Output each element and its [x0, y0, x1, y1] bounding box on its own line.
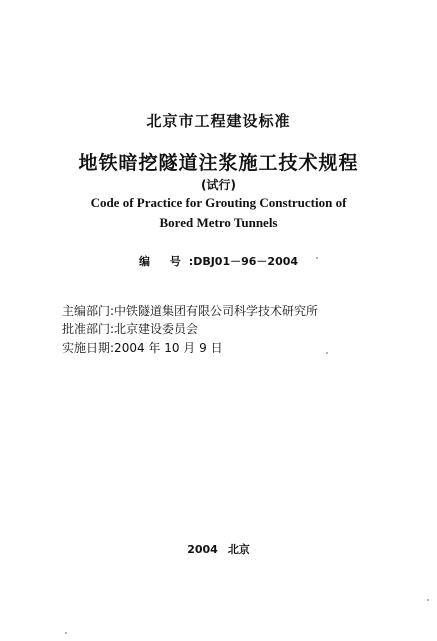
footer-imprint: [0, 541, 437, 557]
standard-code-label: 编 号: [138, 255, 189, 268]
chinese-title: 地铁暗挖隧道注浆施工技术规程: [78, 152, 359, 174]
standard-code-value: :DBJ01－96－2004: [188, 255, 299, 268]
editor-label: 主编部门: [62, 304, 111, 318]
footer-city: 北京: [227, 543, 250, 556]
effective-date-value: :2004 年 10 月 9 日: [110, 341, 223, 355]
approver-label: 批准部门: [62, 322, 111, 336]
trial-note: (试行): [201, 178, 236, 192]
standard-code: [0, 253, 437, 269]
scan-speck: [326, 352, 328, 354]
effective-date-label: 实施日期: [62, 341, 111, 355]
editor-info: [62, 302, 318, 319]
editor-value: :中铁隧道集团有限公司科学技术研究所: [110, 304, 319, 318]
approver-value: :北京建设委员会: [110, 322, 199, 336]
english-title-line-1: Code of Practice for Grouting Construction of: [90, 195, 347, 210]
scan-speck: [427, 599, 429, 601]
footer-year: 2004: [187, 543, 218, 556]
english-title-line-2: Bored Metro Tunnels: [159, 215, 278, 230]
standard-series-heading: 北京市工程建设标准: [146, 112, 291, 130]
scan-speck: [65, 632, 67, 634]
approver-info: [62, 320, 198, 337]
effective-date-info: [62, 339, 223, 356]
scan-speck: [316, 257, 318, 259]
